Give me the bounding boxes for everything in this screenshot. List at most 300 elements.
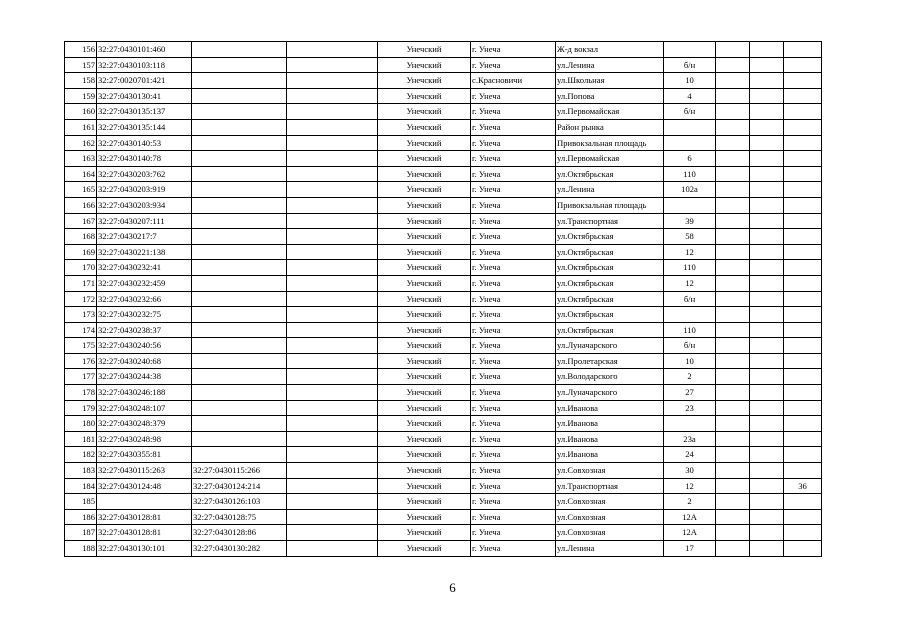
table-row: [65, 369, 822, 385]
cadastral-number-cell: 32:27:0430203:762: [97, 166, 192, 182]
house-number-cell: 12: [664, 478, 716, 494]
locality-cell: г. Унеча: [471, 291, 556, 307]
table-row: [65, 447, 822, 463]
house-number-cell: [664, 197, 716, 213]
row-number: 179: [65, 400, 97, 416]
empty-cell: [287, 197, 378, 213]
locality-cell: г. Унеча: [471, 338, 556, 354]
cadastral-number-cell: 32:27:0430128:81: [97, 525, 192, 541]
district-cell: Унечский: [378, 447, 471, 463]
extra-cell-2: [750, 213, 784, 229]
table-row: [65, 73, 822, 89]
empty-cell: [287, 57, 378, 73]
cadastral-number-cell: 32:27:0430232:459: [97, 275, 192, 291]
table-row: [65, 213, 822, 229]
extra-cell-1: [716, 119, 750, 135]
table-row: [65, 385, 822, 401]
cadastral-number-cell: 32:27:0430355:81: [97, 447, 192, 463]
extra-cell-2: [750, 151, 784, 167]
cadastral-number-cell: 32:27:0430217:7: [97, 229, 192, 245]
cadastral-number-2-cell: [192, 104, 287, 120]
extra-cell-1: [716, 244, 750, 260]
street-cell: ул.Совхозная: [556, 509, 664, 525]
locality-cell: г. Унеча: [471, 400, 556, 416]
extra-cell-3: [784, 275, 822, 291]
extra-cell-2: [750, 119, 784, 135]
table-row: [65, 244, 822, 260]
street-cell: ул.Октябрьская: [556, 166, 664, 182]
locality-cell: г. Унеча: [471, 197, 556, 213]
extra-cell-1: [716, 338, 750, 354]
cadastral-number-2-cell: [192, 119, 287, 135]
house-number-cell: 6: [664, 151, 716, 167]
table-row: [65, 307, 822, 323]
cadastral-number-2-cell: [192, 135, 287, 151]
cadastral-number-cell: 32:27:0430248:98: [97, 431, 192, 447]
street-cell: ул.Первомайская: [556, 151, 664, 167]
cadastral-number-2-cell: [192, 275, 287, 291]
cadastral-number-2-cell: [192, 197, 287, 213]
house-number-cell: 2: [664, 369, 716, 385]
house-number-cell: 23: [664, 400, 716, 416]
street-cell: Привокзальная площадь: [556, 135, 664, 151]
extra-cell-3: [784, 229, 822, 245]
empty-cell: [287, 151, 378, 167]
locality-cell: г. Унеча: [471, 119, 556, 135]
extra-cell-2: [750, 431, 784, 447]
empty-cell: [287, 166, 378, 182]
cadastral-number-2-cell: [192, 353, 287, 369]
cadastral-number-2-cell: 32:27:0430128:75: [192, 509, 287, 525]
empty-cell: [287, 338, 378, 354]
extra-cell-1: [716, 416, 750, 432]
locality-cell: г. Унеча: [471, 307, 556, 323]
extra-cell-1: [716, 151, 750, 167]
locality-cell: г. Унеча: [471, 213, 556, 229]
extra-cell-3: [784, 197, 822, 213]
cadastral-number-2-cell: 32:27:0430128:86: [192, 525, 287, 541]
district-cell: Унечский: [378, 42, 471, 58]
house-number-cell: [664, 307, 716, 323]
extra-cell-3: [784, 182, 822, 198]
district-cell: Унечский: [378, 353, 471, 369]
extra-cell-3: [784, 322, 822, 338]
row-number: 184: [65, 478, 97, 494]
cadastral-number-2-cell: [192, 166, 287, 182]
extra-cell-2: [750, 322, 784, 338]
row-number: 172: [65, 291, 97, 307]
empty-cell: [287, 244, 378, 260]
cadastral-number-cell: 32:27:0430232:41: [97, 260, 192, 276]
registry-table: [64, 41, 822, 557]
cadastral-number-cell: 32:27:0430115:263: [97, 463, 192, 479]
locality-cell: г. Унеча: [471, 104, 556, 120]
table-row: [65, 57, 822, 73]
empty-cell: [287, 385, 378, 401]
cadastral-number-cell: 32:27:0430101:460: [97, 42, 192, 58]
extra-cell-1: [716, 166, 750, 182]
empty-cell: [287, 42, 378, 58]
extra-cell-3: [784, 291, 822, 307]
extra-cell-1: [716, 478, 750, 494]
extra-cell-2: [750, 244, 784, 260]
street-cell: ул.Совхозная: [556, 494, 664, 510]
street-cell: ул.Октябрьская: [556, 307, 664, 323]
district-cell: Унечский: [378, 119, 471, 135]
extra-cell-2: [750, 494, 784, 510]
district-cell: Унечский: [378, 478, 471, 494]
extra-cell-1: [716, 42, 750, 58]
cadastral-number-cell: 32:27:0430240:68: [97, 353, 192, 369]
empty-cell: [287, 182, 378, 198]
table-row: [65, 353, 822, 369]
row-number: 170: [65, 260, 97, 276]
district-cell: Унечский: [378, 229, 471, 245]
locality-cell: г. Унеча: [471, 416, 556, 432]
district-cell: Унечский: [378, 369, 471, 385]
house-number-cell: б/н: [664, 338, 716, 354]
empty-cell: [287, 525, 378, 541]
house-number-cell: 12А: [664, 509, 716, 525]
district-cell: Унечский: [378, 322, 471, 338]
street-cell: ул.Первомайская: [556, 104, 664, 120]
cadastral-number-cell: 32:27:0430140:53: [97, 135, 192, 151]
house-number-cell: 58: [664, 229, 716, 245]
district-cell: Унечский: [378, 400, 471, 416]
extra-cell-3: [784, 151, 822, 167]
cadastral-number-2-cell: [192, 322, 287, 338]
locality-cell: г. Унеча: [471, 42, 556, 58]
locality-cell: г. Унеча: [471, 494, 556, 510]
district-cell: Унечский: [378, 338, 471, 354]
street-cell: ул.Пролетарская: [556, 353, 664, 369]
row-number: 185: [65, 494, 97, 510]
cadastral-number-2-cell: [192, 42, 287, 58]
table-row: [65, 166, 822, 182]
cadastral-number-2-cell: 32:27:0430130:282: [192, 541, 287, 557]
page-number: 6: [449, 580, 456, 595]
extra-cell-3: [784, 509, 822, 525]
extra-cell-1: [716, 353, 750, 369]
extra-cell-3: [784, 166, 822, 182]
locality-cell: г. Унеча: [471, 541, 556, 557]
district-cell: Унечский: [378, 197, 471, 213]
table-row: [65, 416, 822, 432]
extra-cell-3: [784, 463, 822, 479]
cadastral-number-cell: 32:27:0430135:137: [97, 104, 192, 120]
row-number: 169: [65, 244, 97, 260]
extra-cell-1: [716, 135, 750, 151]
district-cell: Унечский: [378, 166, 471, 182]
extra-cell-2: [750, 525, 784, 541]
cadastral-number-cell: 32:27:0430207:111: [97, 213, 192, 229]
house-number-cell: 39: [664, 213, 716, 229]
district-cell: Унечский: [378, 260, 471, 276]
row-number: 161: [65, 119, 97, 135]
empty-cell: [287, 322, 378, 338]
cadastral-number-cell: 32:27:0430238:37: [97, 322, 192, 338]
locality-cell: г. Унеча: [471, 509, 556, 525]
extra-cell-2: [750, 104, 784, 120]
extra-cell-3: [784, 104, 822, 120]
extra-cell-3: [784, 135, 822, 151]
table-row: [65, 322, 822, 338]
extra-cell-1: [716, 197, 750, 213]
extra-cell-1: [716, 431, 750, 447]
district-cell: Унечский: [378, 73, 471, 89]
extra-cell-3: [784, 400, 822, 416]
district-cell: Унечский: [378, 275, 471, 291]
extra-cell-1: [716, 104, 750, 120]
cadastral-number-cell: 32:27:0430240:56: [97, 338, 192, 354]
extra-cell-3: [784, 307, 822, 323]
cadastral-number-cell: 32:27:0430232:66: [97, 291, 192, 307]
extra-cell-2: [750, 338, 784, 354]
street-cell: ул.Иванова: [556, 447, 664, 463]
row-number: 156: [65, 42, 97, 58]
street-cell: Район рынка: [556, 119, 664, 135]
locality-cell: г. Унеча: [471, 182, 556, 198]
extra-cell-3: [784, 73, 822, 89]
empty-cell: [287, 416, 378, 432]
cadastral-number-cell: 32:27:0430140:78: [97, 151, 192, 167]
locality-cell: г. Унеча: [471, 369, 556, 385]
extra-cell-3: [784, 57, 822, 73]
extra-cell-2: [750, 275, 784, 291]
extra-cell-2: [750, 463, 784, 479]
empty-cell: [287, 307, 378, 323]
street-cell: ул.Ленина: [556, 57, 664, 73]
extra-cell-3: [784, 369, 822, 385]
locality-cell: г. Унеча: [471, 463, 556, 479]
row-number: 181: [65, 431, 97, 447]
table-row: [65, 494, 822, 510]
cadastral-number-2-cell: 32:27:0430126:103: [192, 494, 287, 510]
extra-cell-1: [716, 88, 750, 104]
empty-cell: [287, 88, 378, 104]
cadastral-number-2-cell: [192, 447, 287, 463]
cadastral-number-2-cell: [192, 73, 287, 89]
house-number-cell: 110: [664, 322, 716, 338]
empty-cell: [287, 463, 378, 479]
extra-cell-3: [784, 385, 822, 401]
empty-cell: [287, 369, 378, 385]
house-number-cell: 10: [664, 73, 716, 89]
district-cell: Унечский: [378, 307, 471, 323]
table-row: [65, 119, 822, 135]
extra-cell-3: [784, 541, 822, 557]
street-cell: ул.Совхозная: [556, 525, 664, 541]
street-cell: ул.Школьная: [556, 73, 664, 89]
locality-cell: г. Унеча: [471, 431, 556, 447]
street-cell: ул.Володарского: [556, 369, 664, 385]
cadastral-number-cell: [97, 494, 192, 510]
extra-cell-2: [750, 197, 784, 213]
row-number: 188: [65, 541, 97, 557]
table-row: [65, 478, 822, 494]
street-cell: ул.Ленина: [556, 541, 664, 557]
cadastral-number-cell: 32:27:0430248:107: [97, 400, 192, 416]
locality-cell: г. Унеча: [471, 88, 556, 104]
street-cell: ул.Транспортная: [556, 478, 664, 494]
row-number: 165: [65, 182, 97, 198]
table-row: [65, 525, 822, 541]
cadastral-number-cell: 32:27:0430124:48: [97, 478, 192, 494]
house-number-cell: 23а: [664, 431, 716, 447]
row-number: 182: [65, 447, 97, 463]
table-row: [65, 463, 822, 479]
extra-cell-3: [784, 494, 822, 510]
district-cell: Унечский: [378, 525, 471, 541]
row-number: 183: [65, 463, 97, 479]
table-row: [65, 260, 822, 276]
extra-cell-1: [716, 509, 750, 525]
extra-cell-1: [716, 494, 750, 510]
district-cell: Унечский: [378, 416, 471, 432]
locality-cell: г. Унеча: [471, 260, 556, 276]
extra-cell-1: [716, 291, 750, 307]
street-cell: ул.Иванова: [556, 416, 664, 432]
district-cell: Унечский: [378, 509, 471, 525]
district-cell: Унечский: [378, 541, 471, 557]
row-number: 168: [65, 229, 97, 245]
table-row: [65, 541, 822, 557]
street-cell: ул.Луначарского: [556, 385, 664, 401]
street-cell: ул.Октябрьская: [556, 260, 664, 276]
extra-cell-2: [750, 291, 784, 307]
locality-cell: г. Унеча: [471, 385, 556, 401]
row-number: 176: [65, 353, 97, 369]
row-number: 173: [65, 307, 97, 323]
row-number: 177: [65, 369, 97, 385]
street-cell: ул.Иванова: [556, 431, 664, 447]
extra-cell-3: [784, 213, 822, 229]
cadastral-number-cell: 32:27:0430221:138: [97, 244, 192, 260]
district-cell: Унечский: [378, 151, 471, 167]
house-number-cell: 17: [664, 541, 716, 557]
row-number: 174: [65, 322, 97, 338]
extra-cell-2: [750, 369, 784, 385]
table-row: [65, 338, 822, 354]
locality-cell: г. Унеча: [471, 244, 556, 260]
extra-cell-2: [750, 385, 784, 401]
cadastral-number-2-cell: [192, 369, 287, 385]
house-number-cell: [664, 119, 716, 135]
extra-cell-1: [716, 463, 750, 479]
locality-cell: г. Унеча: [471, 353, 556, 369]
row-number: 166: [65, 197, 97, 213]
house-number-cell: [664, 416, 716, 432]
cadastral-number-2-cell: 32:27:0430115:266: [192, 463, 287, 479]
cadastral-number-2-cell: [192, 400, 287, 416]
extra-cell-3: 36: [784, 478, 822, 494]
district-cell: Унечский: [378, 431, 471, 447]
extra-cell-1: [716, 57, 750, 73]
registry-table-body: [65, 42, 822, 557]
extra-cell-1: [716, 541, 750, 557]
row-number: 175: [65, 338, 97, 354]
row-number: 167: [65, 213, 97, 229]
district-cell: Унечский: [378, 104, 471, 120]
cadastral-number-2-cell: [192, 291, 287, 307]
house-number-cell: 27: [664, 385, 716, 401]
empty-cell: [287, 260, 378, 276]
extra-cell-2: [750, 416, 784, 432]
district-cell: Унечский: [378, 385, 471, 401]
table-row: [65, 42, 822, 58]
extra-cell-2: [750, 57, 784, 73]
cadastral-number-2-cell: [192, 57, 287, 73]
empty-cell: [287, 119, 378, 135]
street-cell: ул.Октябрьская: [556, 322, 664, 338]
street-cell: ул.Луначарского: [556, 338, 664, 354]
row-number: 171: [65, 275, 97, 291]
cadastral-number-cell: 32:27:0430103:118: [97, 57, 192, 73]
empty-cell: [287, 275, 378, 291]
locality-cell: с.Красновичи: [471, 73, 556, 89]
cadastral-number-cell: 32:27:0430232:75: [97, 307, 192, 323]
street-cell: ул.Октябрьская: [556, 291, 664, 307]
cadastral-number-cell: 32:27:0430203:934: [97, 197, 192, 213]
cadastral-number-cell: 32:27:0430128:81: [97, 509, 192, 525]
table-row: [65, 151, 822, 167]
extra-cell-2: [750, 541, 784, 557]
row-number: 178: [65, 385, 97, 401]
district-cell: Унечский: [378, 213, 471, 229]
locality-cell: г. Унеча: [471, 151, 556, 167]
empty-cell: [287, 229, 378, 245]
cadastral-number-2-cell: [192, 431, 287, 447]
street-cell: Ж-д вокзал: [556, 42, 664, 58]
cadastral-number-2-cell: [192, 182, 287, 198]
row-number: 160: [65, 104, 97, 120]
house-number-cell: [664, 135, 716, 151]
table-row: [65, 229, 822, 245]
extra-cell-1: [716, 73, 750, 89]
empty-cell: [287, 73, 378, 89]
district-cell: Унечский: [378, 57, 471, 73]
row-number: 164: [65, 166, 97, 182]
extra-cell-1: [716, 525, 750, 541]
extra-cell-2: [750, 166, 784, 182]
cadastral-number-2-cell: [192, 260, 287, 276]
cadastral-number-2-cell: [192, 338, 287, 354]
house-number-cell: 4: [664, 88, 716, 104]
cadastral-number-cell: 32:27:0430246:188: [97, 385, 192, 401]
extra-cell-3: [784, 42, 822, 58]
house-number-cell: 12: [664, 275, 716, 291]
district-cell: Унечский: [378, 88, 471, 104]
locality-cell: г. Унеча: [471, 447, 556, 463]
empty-cell: [287, 541, 378, 557]
extra-cell-2: [750, 478, 784, 494]
table-row: [65, 182, 822, 198]
extra-cell-3: [784, 431, 822, 447]
extra-cell-2: [750, 42, 784, 58]
extra-cell-1: [716, 385, 750, 401]
extra-cell-3: [784, 525, 822, 541]
extra-cell-2: [750, 353, 784, 369]
house-number-cell: 102а: [664, 182, 716, 198]
extra-cell-1: [716, 182, 750, 198]
locality-cell: г. Унеча: [471, 166, 556, 182]
house-number-cell: 12: [664, 244, 716, 260]
empty-cell: [287, 104, 378, 120]
district-cell: Унечский: [378, 244, 471, 260]
cadastral-number-cell: 32:27:0430130:41: [97, 88, 192, 104]
street-cell: ул.Транспортная: [556, 213, 664, 229]
house-number-cell: [664, 42, 716, 58]
